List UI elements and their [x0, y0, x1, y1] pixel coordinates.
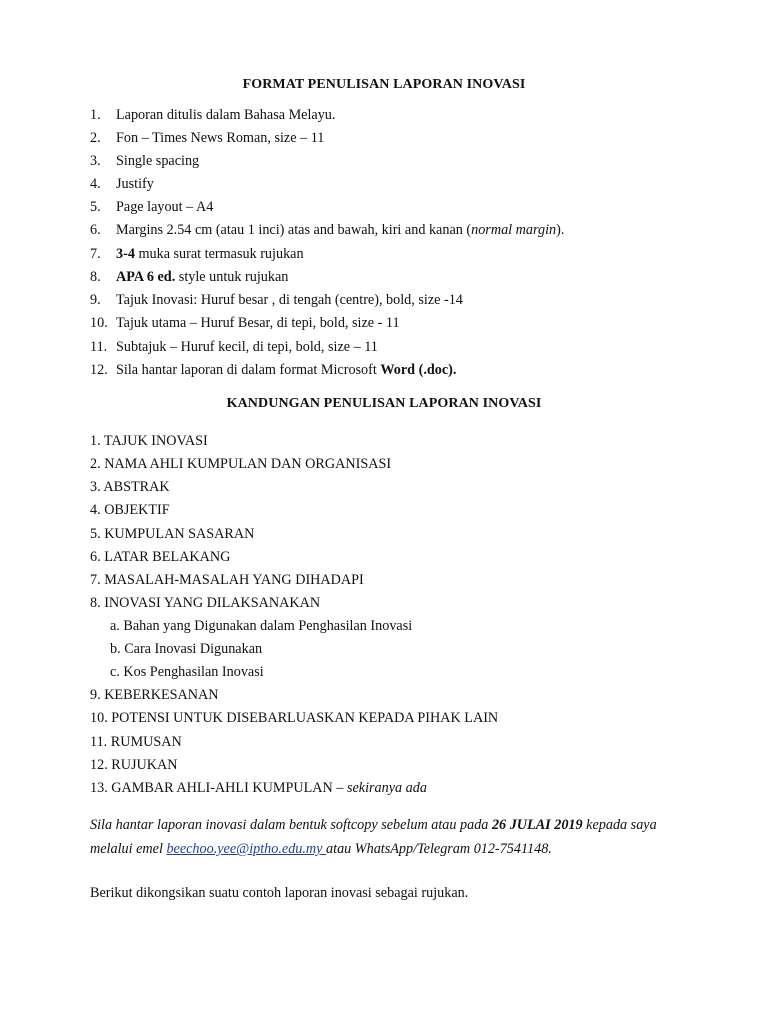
email-link[interactable]: beechoo.yee@iptho.edu.my	[166, 841, 327, 857]
contents-item: 3. ABSTRAK	[90, 479, 170, 495]
document-page: FORMAT PENULISAN LAPORAN INOVASI 1. Laporan ditulis dalam Bahasa Melayu. 2. Fon – Times News Roman, size – 11 3. Single spacing 4. Justify 5. Page layout – A4 6. Margins 2.54 cm (atau 1 inci) atas and bawah, kiri and kanan (normal margin). 7. 3-4 muka surat termasuk rujukan 8. APA 6 ed. style untuk rujukan 9. Tajuk Inovasi: Huruf besar , di tengah (centre), bold, size -14 10. Tajuk utama – Huruf Besar, di tepi, bold, size - 11 11. Subtajuk – Huruf kecil, di tepi, bold, size – 11 12. Sila hantar laporan di dalam format Microsoft Word (.doc). KANDUNGAN PENULISAN LAPORAN INOVASI 1. TAJUK INOVASI 2. NAMA AHLI KUMPULAN DAN ORGANISASI 3. ABSTRAK 4. OBJEKTIF 5. KUMPULAN SASARAN 6. LATAR BELAKANG 7. MASALAH-MASALAH YANG DIHADAPI 8. INOVASI YANG DILAKSANAKAN a. Bahan yang Digunakan dalam Penghasilan Inovasi b. Cara Inovasi Digunakan c. Kos Penghasilan Inovasi 9. KEBERKESANAN 10. POTENSI UNTUK DISEBARLUASKAN KEPADA PIHAK LAIN 11. RUMUSAN 12. RUJUKAN 13. GAMBAR AHLI-AHLI KUMPULAN – sekiranya ada Sila hantar laporan inovasi dalam bentuk softcopy sebelum atau pada 26 JULAI 2019 kepada saya melalui emel beechoo.yee@iptho.edu.my atau WhatsApp/Telegram 012-7541148. Berikut dikongsikan suatu contoh laporan inovasi sebagai rujukan.	[0, 0, 768, 1024]
contents-item: 12. RUJUKAN	[90, 757, 178, 773]
contents-subitem: a. Bahan yang Digunakan dalam Penghasilan Inovasi	[110, 618, 413, 634]
contents-item: 9. KEBERKESANAN	[90, 687, 219, 703]
deadline-date: 26 JULAI 2019	[491, 817, 583, 833]
submission-instruction: Sila hantar laporan inovasi dalam bentuk softcopy sebelum atau pada 26 JULAI 2019 kepada saya	[90, 817, 657, 833]
reference-note: Berikut dikongsikan suatu contoh laporan inovasi sebagai rujukan.	[90, 885, 469, 901]
format-title: FORMAT PENULISAN LAPORAN INOVASI	[242, 77, 526, 92]
contents-title: KANDUNGAN PENULISAN LAPORAN INOVASI	[226, 396, 542, 411]
submission-contact: melalui emel beechoo.yee@iptho.edu.my atau WhatsApp/Telegram 012-7541148.	[90, 841, 552, 857]
contents-item: 4. OBJEKTIF	[90, 502, 170, 518]
contents-subitem: c. Kos Penghasilan Inovasi	[110, 664, 264, 680]
contents-item: 7. MASALAH-MASALAH YANG DIHADAPI	[90, 572, 364, 588]
contents-item: 13. GAMBAR AHLI-AHLI KUMPULAN – sekiranya ada	[90, 780, 427, 796]
contents-item: 8. INOVASI YANG DILAKSANAKAN	[90, 595, 321, 611]
contents-item: 5. KUMPULAN SASARAN	[90, 526, 255, 542]
optional-note: sekiranya ada	[346, 780, 427, 796]
contents-subitem: b. Cara Inovasi Digunakan	[110, 641, 263, 657]
contents-item: 10. POTENSI UNTUK DISEBARLUASKAN KEPADA PIHAK LAIN	[90, 710, 499, 726]
contents-item: 6. LATAR BELAKANG	[90, 549, 231, 565]
contents-item: 1. TAJUK INOVASI	[90, 433, 208, 449]
contents-item: 2. NAMA AHLI KUMPULAN DAN ORGANISASI	[90, 456, 392, 472]
contents-item: 11. RUMUSAN	[90, 734, 182, 750]
